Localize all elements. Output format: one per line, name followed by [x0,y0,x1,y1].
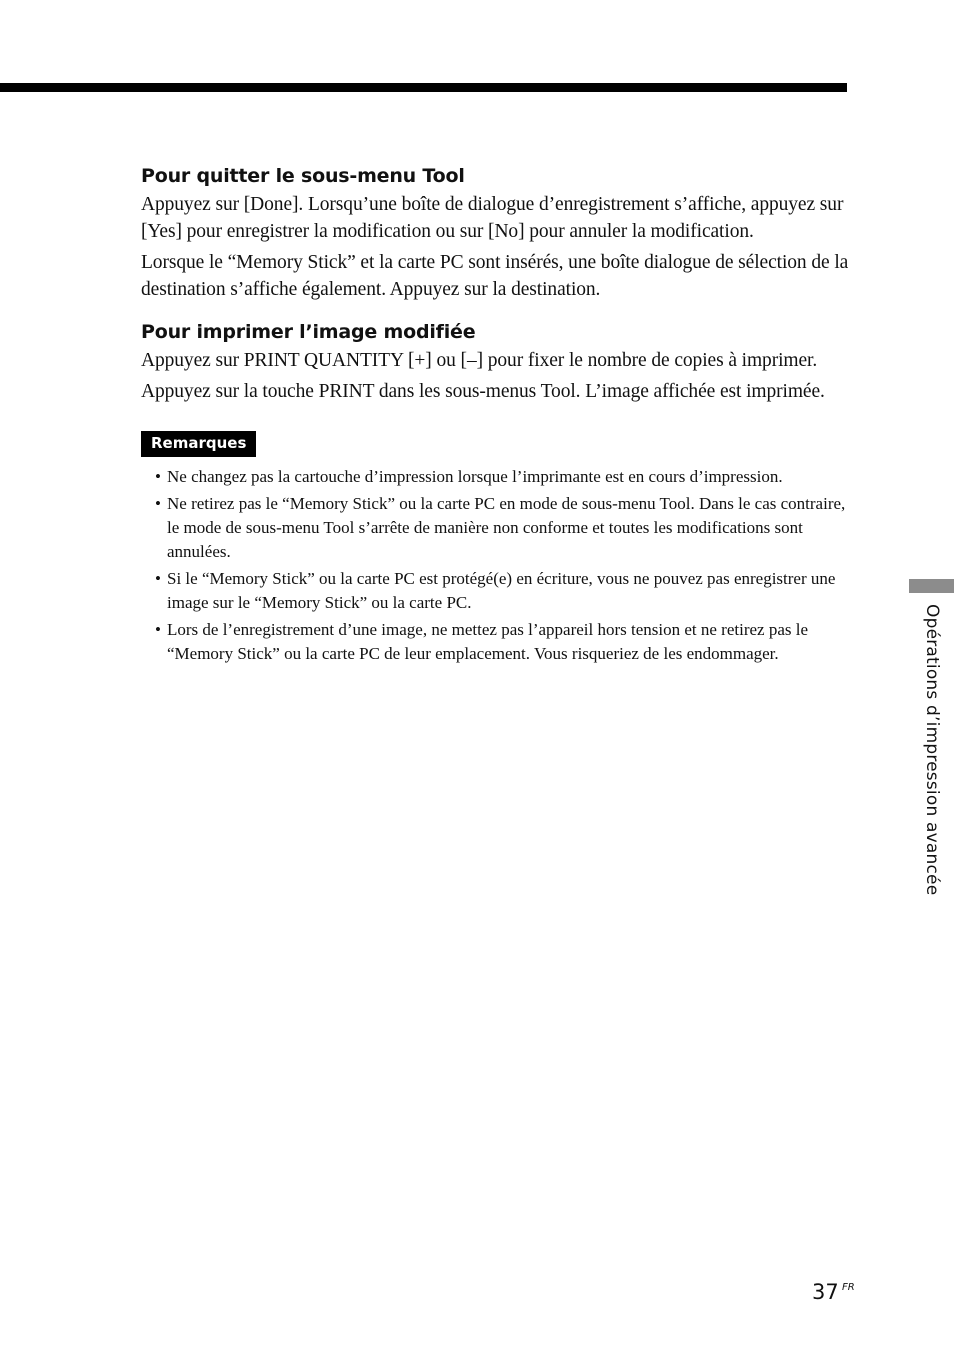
page-content [141,163,859,669]
section-quit-tool-submenu [141,163,859,303]
notes-list [141,465,859,666]
list-item [141,465,859,489]
list-item [141,618,859,666]
paragraph: Appuyez sur PRINT QUANTITY [+] ou [–] pour fixer le nombre de copies à imprimer. [141,350,818,371]
section-heading: Pour imprimer l’image modifiée [141,321,476,343]
page-language-code: FR [842,1282,855,1293]
paragraph: Lorsque le “Memory Stick” et la carte PC sont insérés, une boîte dialogue de sélection de la destination s’affiche également. Appuyez sur la destination. [141,252,849,300]
paragraph: Appuyez sur la touche PRINT dans les sous-menus Tool. L’image affichée est imprimée. [141,381,825,402]
list-item [141,567,859,615]
note-text: Si le “Memory Stick” ou la carte PC est protégé(e) en écriture, vous ne pouvez pas enregistrer une image sur le “Memory Stick” ou la carte PC. [167,569,836,612]
bullet-icon: • [155,620,161,639]
chapter-title: Opérations d’impression avancée [922,604,942,896]
bullet-icon: • [155,569,161,588]
bullet-icon: • [155,467,161,486]
note-text: Ne changez pas la cartouche d’impression lorsque l’imprimante est en cours d’impression. [167,467,783,486]
note-text: Ne retirez pas le “Memory Stick” ou la carte PC en mode de sous-menu Tool. Dans le cas contraire, le mode de sous-menu Tool s’arrête de manière non conforme et toutes les modifications sont annulées. [167,494,846,561]
section-print-modified-image [141,319,859,405]
chapter-tab-marker [909,579,954,593]
notes-label: Remarques [141,431,256,457]
list-item [141,492,859,564]
bullet-icon: • [155,494,161,513]
top-rule [0,83,847,92]
paragraph: Appuyez sur [Done]. Lorsqu’une boîte de dialogue d’enregistrement s’affiche, appuyez sur [Yes] pour enregistrer la modification ou sur [No] pour annuler la modification. [141,194,844,242]
page-number: 37 [812,1280,839,1304]
note-text: Lors de l’enregistrement d’une image, ne mettez pas l’appareil hors tension et ne retirez pas le “Memory Stick” ou la carte PC de leur emplacement. Vous risqueriez de les endommager. [167,620,809,663]
section-heading: Pour quitter le sous-menu Tool [141,165,465,187]
